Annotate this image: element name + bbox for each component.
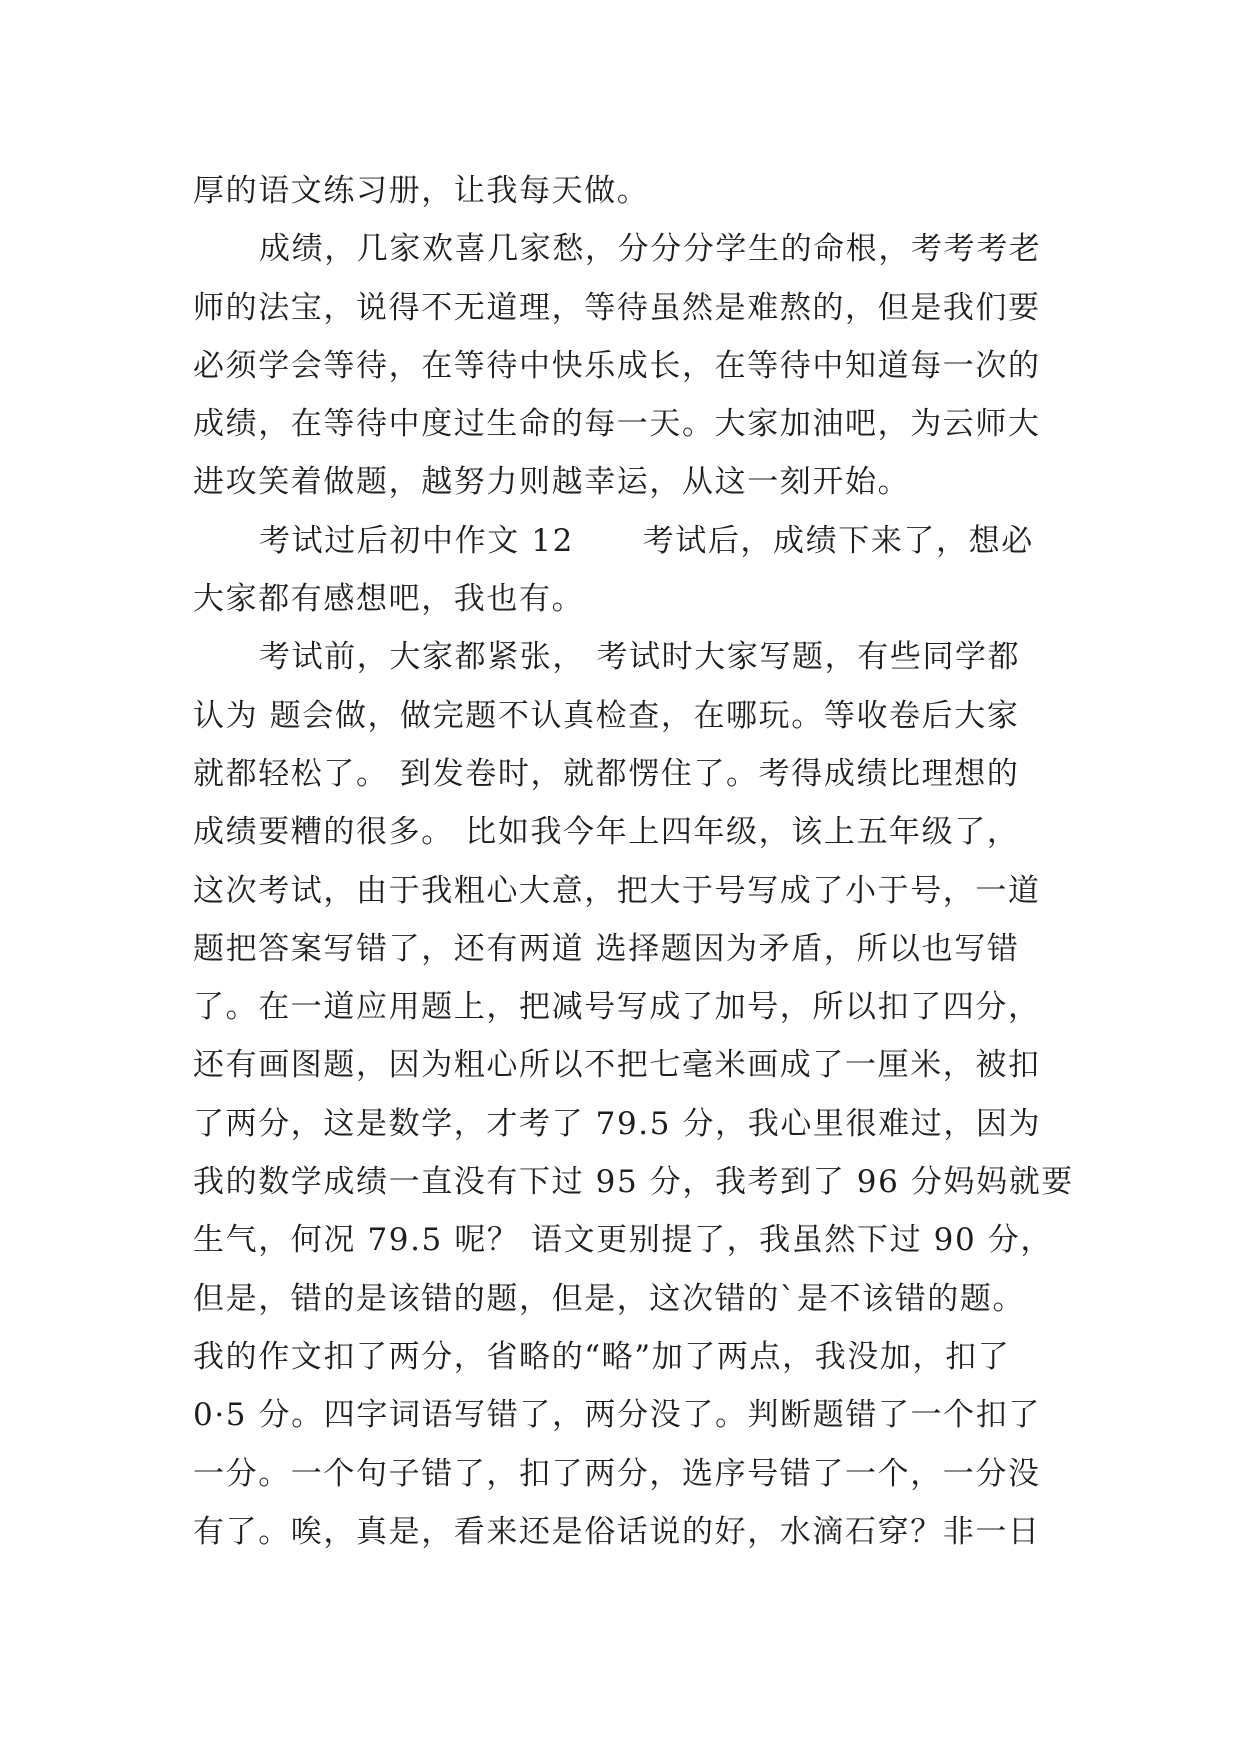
- text-line: 0·5 分。四字词语写错了，两分没了。判断题错了一个扣了: [193, 1397, 1041, 1434]
- paragraph-start-line: 成绩，几家欢喜几家愁，分分分学生的命根，考考考老: [259, 231, 1042, 268]
- text-line: 认为 题会做，做完题不认真检查，在哪玩。等收卷后大家: [193, 697, 1020, 734]
- text-line: 题把答案写错了，还有两道 选择题因为矛盾，所以也写错: [193, 930, 1020, 967]
- paragraph-start-line: 考试前，大家都紧张， 考试时大家写题，有些同学都: [259, 639, 1021, 676]
- text-line: 还有画图题，因为粗心所以不把七毫米画成了一厘米，被扣: [193, 1047, 1041, 1084]
- text-line: 了。在一道应用题上，把减号写成了加号，所以扣了四分，: [193, 989, 1041, 1026]
- essay-body: [193, 162, 1073, 1561]
- text-line: 成绩，在等待中度过生命的每一天。大家加油吧，为云师大: [193, 406, 1041, 443]
- text-line: 一分。一个句子错了，扣了两分，选序号错了一个，一分没: [193, 1455, 1041, 1492]
- text-line: 这次考试，由于我粗心大意，把大于号写成了小于号，一道: [193, 872, 1041, 909]
- text-line: 大家都有感想吧，我也有。: [193, 581, 585, 618]
- text-line: 厚的语文练习册，让我每天做。: [193, 173, 650, 209]
- text-line: 有了。唉，真是，看来还是俗话说的好，水滴石穿？非一日: [193, 1513, 1041, 1550]
- text-line: 就都轻松了。 到发卷时，就都愣住了。考得成绩比理想的: [193, 755, 1020, 792]
- text-line: 必须学会等待，在等待中快乐成长，在等待中知道每一次的: [193, 347, 1041, 384]
- text-line: 我的作文扣了两分，省略的“略”加了两点，我没加，扣了: [193, 1338, 1011, 1375]
- text-line: 进攻笑着做题，越努力则越幸运，从这一刻开始。: [193, 464, 911, 501]
- text-line: 师的法宝，说得不无道理，等待虽然是难熬的，但是我们要: [193, 289, 1041, 326]
- text-line: 成绩要糟的很多。 比如我今年上四年级，该上五年级了，: [193, 814, 1020, 851]
- text-line: 了两分，这是数学，才考了 79.5 分，我心里很难过，因为: [193, 1105, 1042, 1142]
- text-line: 我的数学成绩一直没有下过 95 分，我考到了 96 分妈妈就要: [193, 1164, 1074, 1201]
- paragraph-start-line: 考试过后初中作文 12 考试后，成绩下来了，想必: [259, 522, 1034, 559]
- text-line: 生气，何况 79.5 呢？ 语文更别提了，我虽然下过 90 分，: [193, 1222, 1053, 1259]
- text-line: 但是，错的是该错的题，但是，这次错的`是不该错的题。: [193, 1280, 1026, 1317]
